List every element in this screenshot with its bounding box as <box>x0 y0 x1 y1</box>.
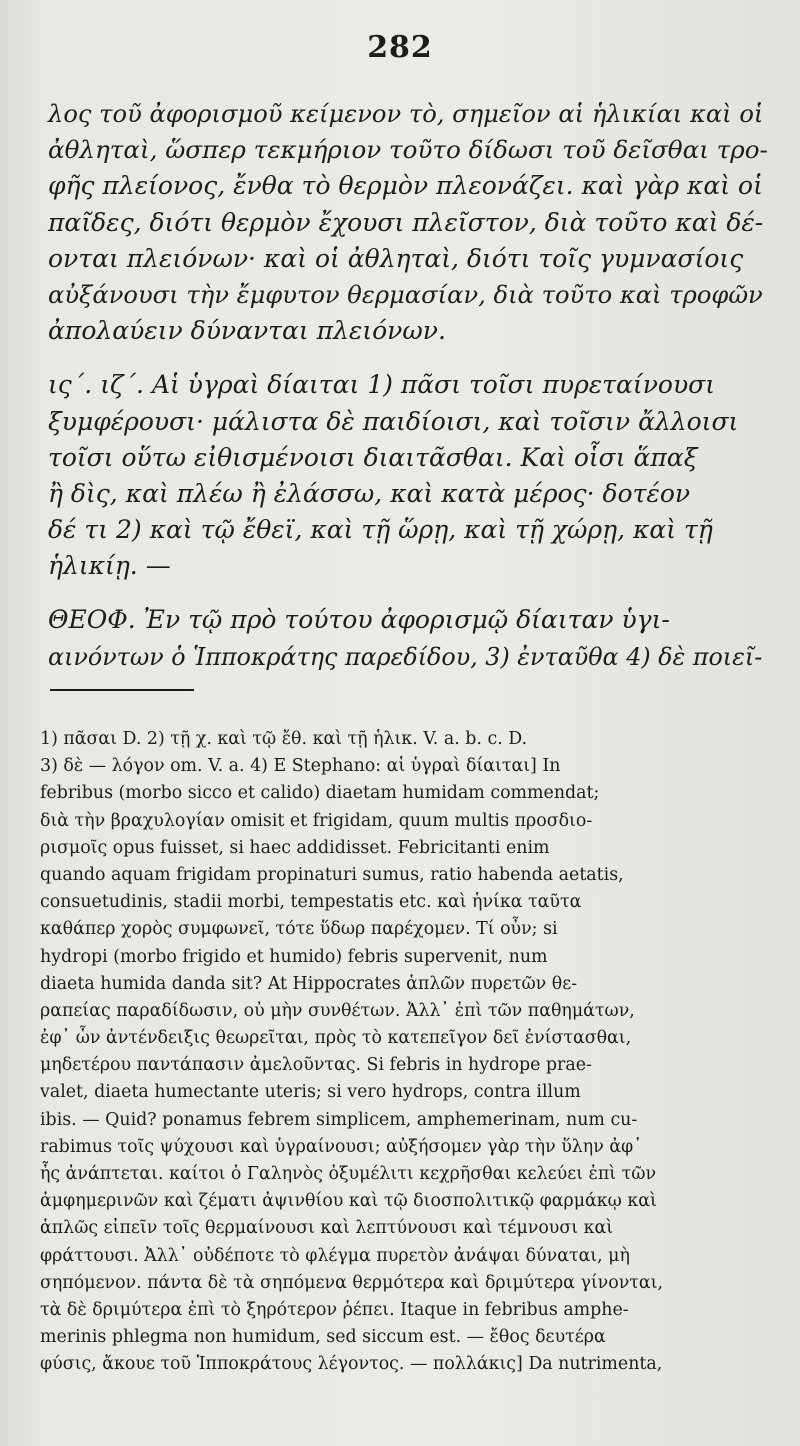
footnotes <box>40 726 775 1379</box>
footnote-line: febribus (morbo sicco et calido) diaetam humidam commendat; <box>40 783 600 804</box>
footnote-divider <box>50 689 194 691</box>
footnote-line: hydropi (morbo frigido et humido) febris supervenit, num <box>40 946 548 967</box>
main-text-line: λος τοῦ ἀφορισμοῦ κείμενον τὸ, σημεῖον αἱ ἡλικίαι καὶ οἱ <box>48 100 764 128</box>
footnote-line: 3) δὲ — λόγον om. V. a. 4) E Stephano: αἱ ὑγραὶ δίαιται] In <box>40 756 561 777</box>
footnote-line: consuetudinis, stadii morbi, tempestatis etc. καὶ ἡνίκα ταῦτα <box>40 892 582 913</box>
main-text-line: αὐξάνουσι τὴν ἔμφυτον θερμασίαν, διὰ τοῦτο καὶ τροφῶν <box>48 280 763 309</box>
commentary-text-line: ΘΕΟΦ. Ἐν τῷ πρὸ τούτου ἀφορισμῷ δίαιταν ὑγι- <box>48 605 670 635</box>
aphorism-text-line: τοῖσι οὕτω εἰθισμένοισι διαιτᾶσθαι. Καὶ οἷσι ἅπαξ <box>48 442 698 472</box>
page-number: 282 <box>367 30 433 65</box>
footnote-line: ἁπλῶς εἰπεῖν τοῖς θερμαίνουσι καὶ λεπτύνουσι καὶ τέμνουσι καὶ <box>40 1218 614 1239</box>
footnote-line: 1) πᾶσαι D. 2) τῇ χ. καὶ τῷ ἔθ. καὶ τῇ ἡλικ. V. a. b. c. D. <box>40 729 528 749</box>
footnote-line: merinis phlegma non humidum, sed siccum est. — ἔθος δευτέρα <box>40 1327 606 1348</box>
aphorism-text-line: ἢ δὶς, καὶ πλέω ἢ ἐλάσσω, καὶ κατὰ μέρος· δοτέον <box>48 478 691 508</box>
footnote-line: ἧς ἀνάπτεται. καίτοι ὁ Γαληνὸς ὀξυμέλιτι κεχρῆσθαι κελεύει ἐπὶ τῶν <box>40 1164 657 1184</box>
aphorism-text-line: δέ τι 2) καὶ τῷ ἔθεϊ, καὶ τῇ ὥρῃ, καὶ τῇ χώρῃ, καὶ τῇ <box>48 515 713 545</box>
footnote-line: ἐφ᾽ ὧν ἀντένδειξις θεωρεῖται, πρὸς τὸ κατεπεῖγον δεῖ ἐνίστασθαι, <box>40 1028 632 1049</box>
main-text <box>48 96 770 675</box>
aphorism-text-line: ἡλικίῃ. — <box>48 551 171 581</box>
footnote-line: ρισμοῖς opus fuisset, si haec addidisset. Febricitanti enim <box>40 837 550 858</box>
footnote-line: quando aquam frigidam propinaturi sumus, ratio habenda aetatis, <box>40 864 624 885</box>
main-text-line: φῆς πλείονος, ἔνθα τὸ θερμὸν πλεονάζει. καὶ γὰρ καὶ οἱ <box>48 171 763 201</box>
commentary-text-line: αινόντων ὁ Ἱπποκράτης παρεδίδου, 3) ἐνταῦθα 4) δὲ ποιεῖ- <box>48 642 763 671</box>
footnote-line: φύσις, ἄκουε τοῦ Ἱπποκράτους λέγοντος. — πολλάκις] Da nutrimenta, <box>40 1354 663 1375</box>
footnote-line: καθάπερ χορὸς συμφωνεῖ, τότε ὕδωρ παρέχομεν. Τί οὖν; si <box>40 919 558 940</box>
main-text-line: ονται πλειόνων· καὶ οἱ ἀθληταὶ, διότι τοῖς γυμνασίοις <box>48 243 744 273</box>
footnote-line: σηπόμενον. πάντα δὲ τὰ σηπόμενα θερμότερα καὶ δριμύτερα γίνονται, <box>40 1272 663 1293</box>
footnote-line: τὰ δὲ δριμύτερα ἐπὶ τὸ ξηρότερον ῥέπει. Itaque in febribus amphe- <box>40 1299 629 1320</box>
aphorism-text-line: ξυμφέρουσι· μάλιστα δὲ παιδίοισι, καὶ τοῖσιν ἄλλοισι <box>48 406 739 436</box>
footnote-line: διὰ τὴν βραχυλογίαν omisit et frigidam, quum multis προσδιο- <box>40 810 593 831</box>
footnote-line: φράττουσι. Ἀλλ᾽ οὐδέποτε τὸ φλέγμα πυρετὸν ἀνάψαι δύναται, μὴ <box>40 1245 630 1266</box>
main-text-line: ἀθληταὶ, ὥσπερ τεκμήριον τοῦτο δίδωσι τοῦ δεῖσθαι τρο- <box>48 135 768 165</box>
footnote-line: ibis. — Quid? ponamus febrem simplicem, amphemerinam, num cu- <box>40 1109 638 1130</box>
main-text-line: παῖδες, διότι θερμὸν ἔχουσι πλεῖστον, διὰ τοῦτο καὶ δέ- <box>48 207 764 237</box>
main-text-line: ἀπολαύειν δύνανται πλειόνων. <box>48 316 446 346</box>
footnote-line: rabimus τοῖς ψύχουσι καὶ ὑγραίνουσι; αὐξήσομεν γὰρ τὴν ὕλην ἀφ᾽ <box>40 1136 642 1157</box>
footnote-line: μηδετέρου παντάπασιν ἀμελοῦντας. Si febris in hydrope prae- <box>40 1055 592 1076</box>
footnote-line: ραπείας παραδίδωσιν, οὐ μὴν συνθέτων. Ἀλλ᾽ ἐπὶ τῶν παθημάτων, <box>40 1000 635 1021</box>
aphorism-text-line: ις΄. ιζ΄. Αἱ ὑγραὶ δίαιται 1) πᾶσι τοῖσι πυρεταίνουσι <box>48 370 716 400</box>
footnote-line: diaeta humida danda sit? At Hippocrates ἁπλῶν πυρετῶν θε- <box>40 973 578 994</box>
footnote-line: valet, diaeta humectante uteris; si vero hydrops, contra illum <box>40 1082 581 1103</box>
footnote-line: ἀμφημερινῶν καὶ ζέματι ἀψινθίου καὶ τῷ διοσπολιτικῷ φαρμάκῳ καὶ <box>40 1191 657 1212</box>
